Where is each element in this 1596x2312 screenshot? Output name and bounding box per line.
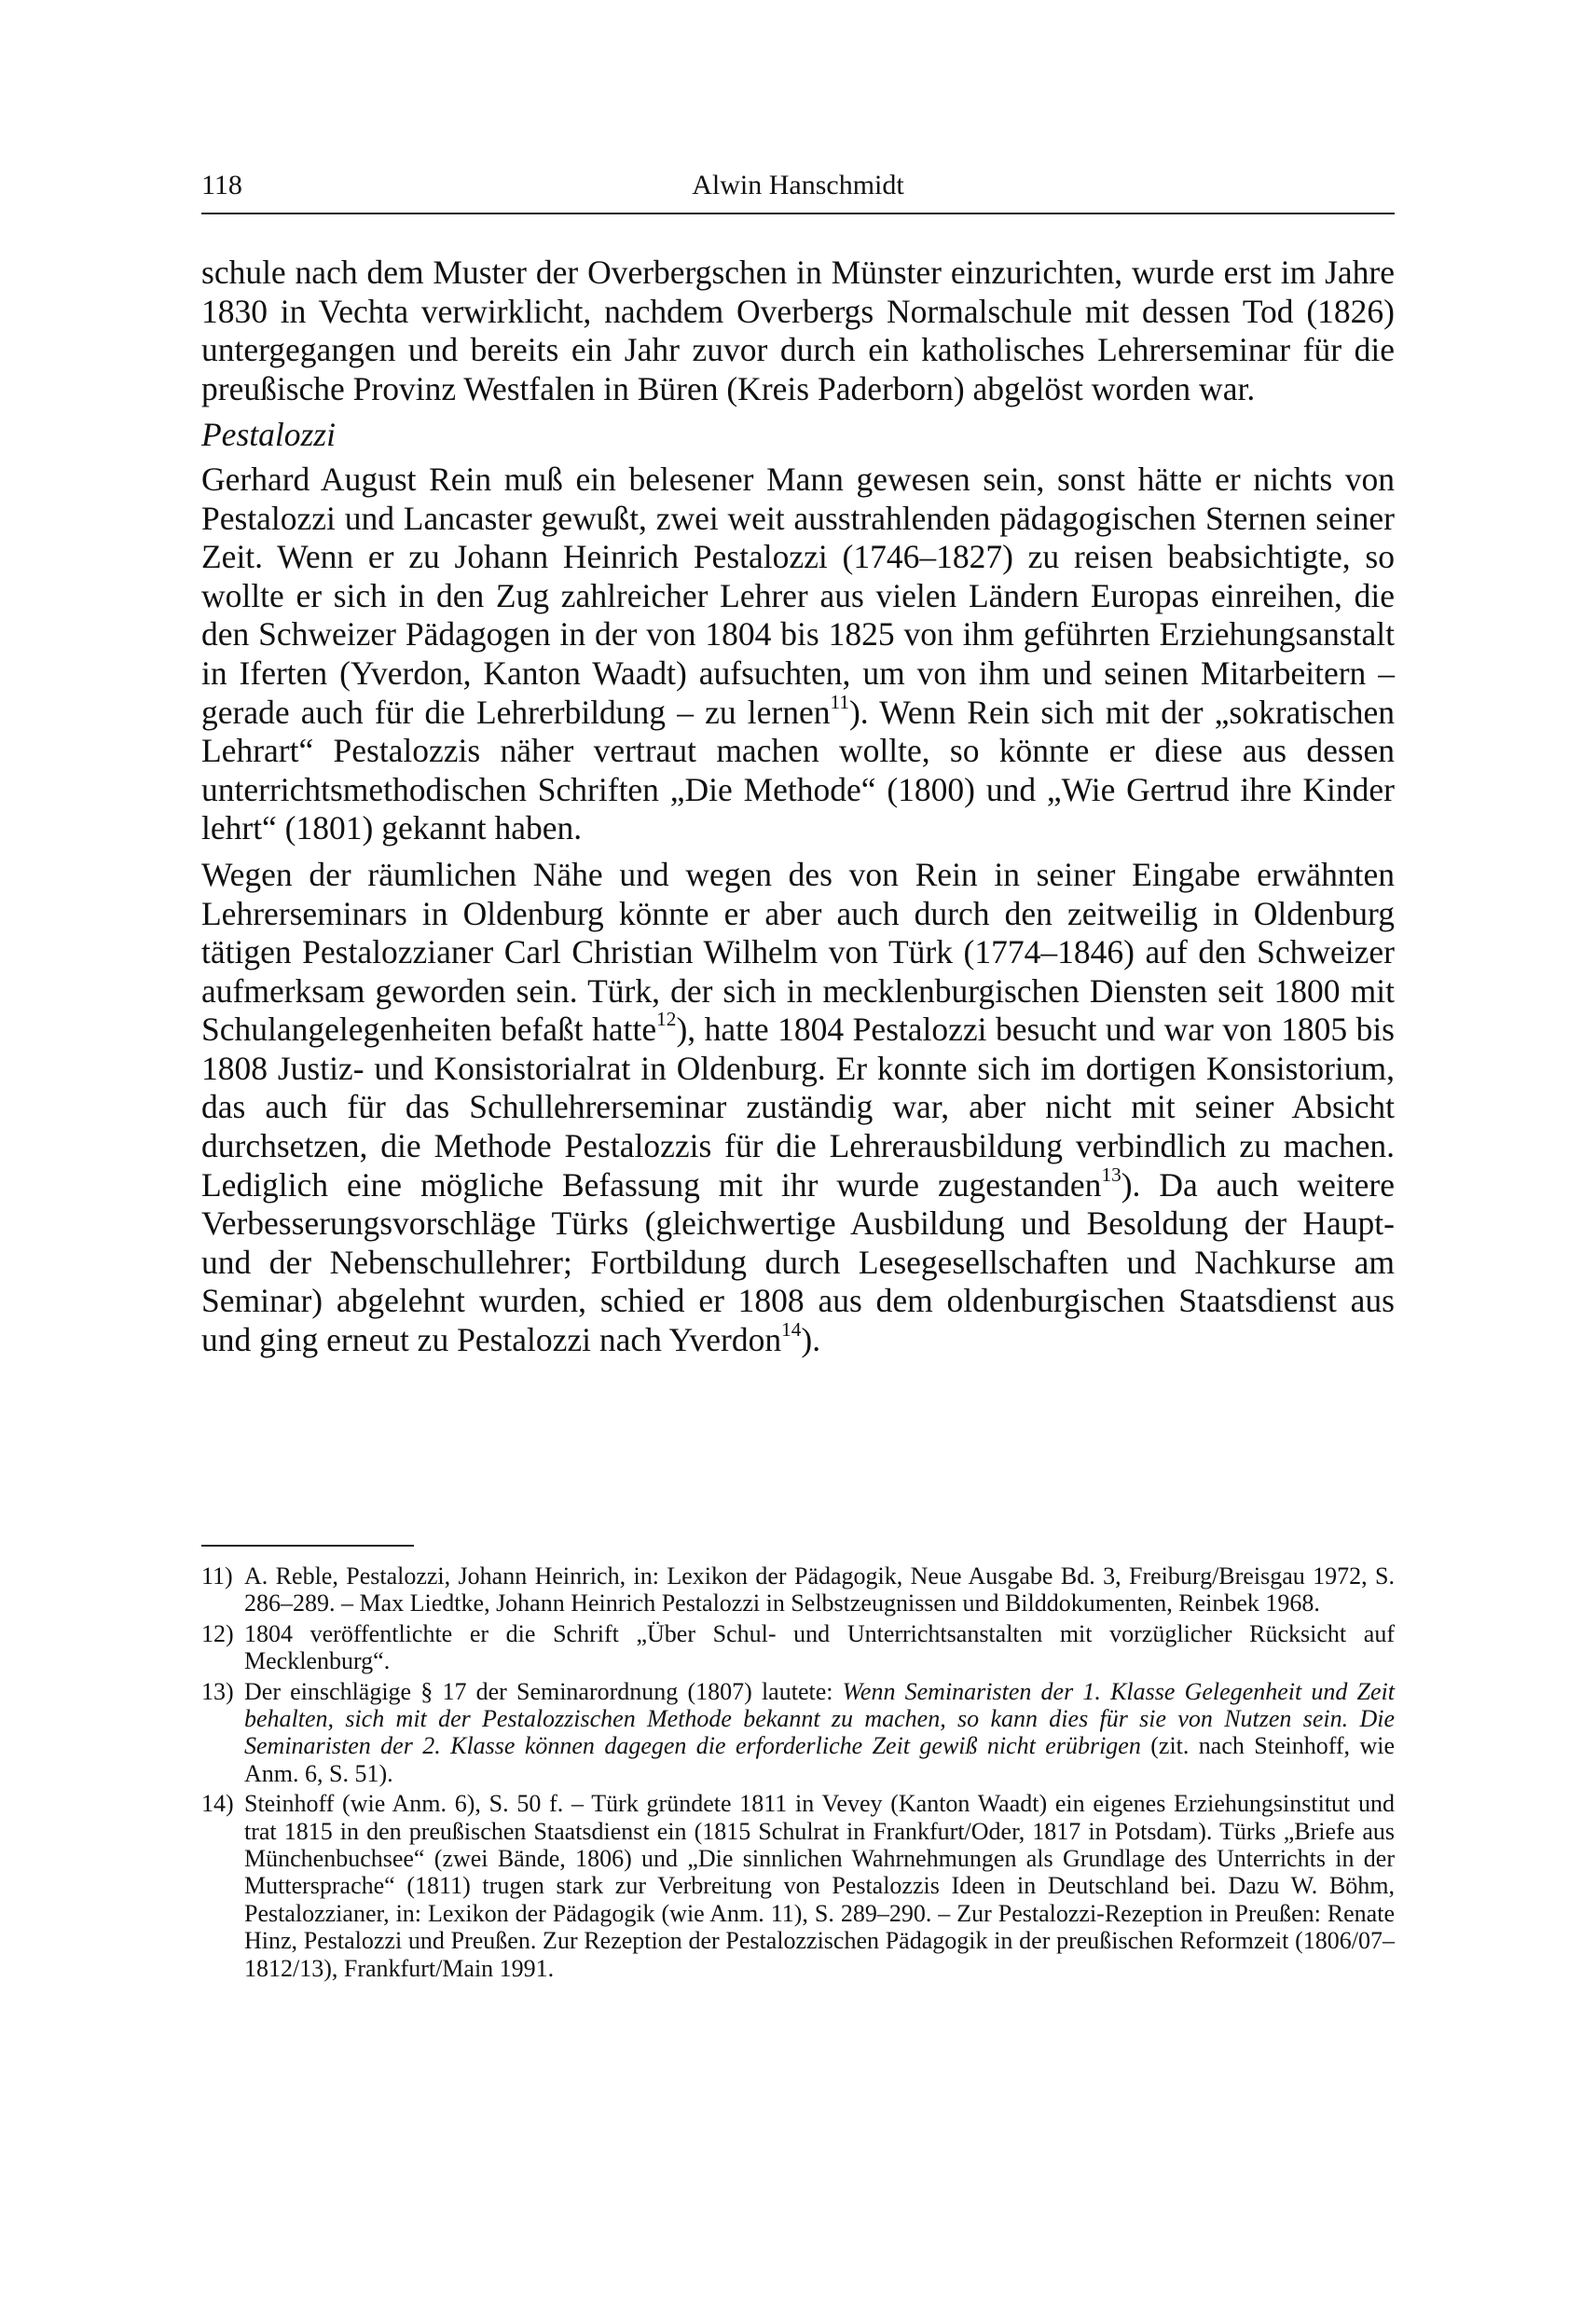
paragraph-1-text: schule nach dem Muster der Overbergschen in Münster einzurichten, wurde erst im Jahre 1830 in Vechta verwirklicht, nachdem Overbergs Normalschule mit dessen Tod (1826) untergegangen und bereits ein Jahr zuvor durch ein katholisches Lehrerseminar für die preußische Provinz Westfalen in Büren (Kreis Paderborn) abgelöst worden war. bbox=[201, 254, 1395, 407]
body-text bbox=[201, 254, 1395, 1360]
footnote-ref-14[interactable]: 14 bbox=[781, 1318, 802, 1342]
paragraph-2-text-a: Gerhard August Rein muß ein belesener Mann gewesen sein, sonst hätte er nichts von Pestalozzi und Lancaster gewußt, zwei weit ausstrahlenden pädagogischen Sternen seiner Zeit. Wenn er zu Johann Heinrich Pestalozzi (1746–1827) zu reisen beabsichtigte, so wollte er sich in den Zug zahlreicher Lehrer aus vielen Ländern Europas einreihen, die den Schweizer Pädagogen in der von 1804 bis 1825 von ihm geführten Erziehungsanstalt in Iferten (Yverdon, Kanton Waadt) aufsuchten, um von ihm und seinen Mitarbeitern – gerade auch für die Lehrerbildung – zu lernen bbox=[201, 460, 1395, 731]
paragraph-2 bbox=[201, 461, 1395, 848]
paragraph-1 bbox=[201, 254, 1395, 408]
footnote-number: 13) bbox=[201, 1677, 234, 1705]
running-head bbox=[201, 170, 1395, 214]
footnote-text: 1804 veröffentlichte er die Schrift „Über Schul- und Unterrichtsanstalten mit vorzüglicher Rücksicht auf Mecklenburg“. bbox=[244, 1619, 1395, 1675]
section-heading: Pestalozzi bbox=[201, 416, 336, 454]
footnote-number: 12) bbox=[201, 1619, 234, 1647]
paragraph-3 bbox=[201, 856, 1395, 1360]
footnote-text-a: Der einschlägige § 17 der Seminarordnung (1807) lautete: bbox=[244, 1677, 843, 1705]
page-number: 118 bbox=[201, 170, 242, 200]
footnote-text-b: (zit. nach Steinhoff, wie Anm. 6, S. 51). bbox=[244, 1732, 1395, 1787]
footnote-divider bbox=[201, 1545, 414, 1547]
footnote-12 bbox=[201, 1620, 1395, 1675]
footnotes bbox=[201, 1562, 1395, 1985]
paragraph-2-text-b: ). Wenn Rein sich mit der „sokratischen Lehrart“ Pestalozzis näher vertraut machen wollte, so könnte er diese aus dessen unterrichtsmethodischen Schriften „Die Methode“ (1800) und „Wie Gertrud ihre Kinder lehrt“ (1801) gekannt haben. bbox=[201, 693, 1395, 847]
footnote-ref-12[interactable]: 12 bbox=[656, 1008, 677, 1031]
footnote-number: 14) bbox=[201, 1790, 234, 1818]
running-title: Alwin Hanschmidt bbox=[692, 170, 904, 200]
footnote-ref-13[interactable]: 13 bbox=[1101, 1163, 1121, 1186]
footnote-text: A. Reble, Pestalozzi, Johann Heinrich, in: Lexikon der Pädagogik, Neue Ausgabe Bd. 3, Freiburg/Breisgau 1972, S. 286–289. – Max Liedtke, Johann Heinrich Pestalozzi in Selbstzeugnissen und Bilddokumenten, Reinbek 1968. bbox=[244, 1562, 1395, 1617]
footnote-11 bbox=[201, 1562, 1395, 1617]
footnote-text bbox=[244, 1678, 1395, 1788]
paragraph-3-text-c: ). Da auch weitere Verbesserungsvorschläge Türks (gleichwertige Ausbildung und Besoldung der Haupt- und der Nebenschullehrer; Fortbildung durch Lesegesellschaften und Nachkurse am Seminar) abgelehnt wurden, schied er 1808 aus dem oldenburgischen Staatsdienst aus und ging erneut zu Pestalozzi nach Yverdon bbox=[201, 1165, 1396, 1359]
footnote-14 bbox=[201, 1790, 1395, 1982]
footnote-text: Steinhoff (wie Anm. 6), S. 50 f. – Türk gründete 1811 in Vevey (Kanton Waadt) ein eigenes Erziehungsinstitut und trat 1815 in den preußischen Staatsdienst ein (1815 Schulrat in Frankfurt/Oder, 1817 in Potsdam). Türks „Briefe aus Münchenbuchsee“ (zwei Bände, 1806) und „Die sinnlichen Wahrnehmungen als Grundlage des Unterrichts in der Muttersprache“ (1811) trugen stark zur Verbreitung von Pestalozzis Ideen in Deutschland bei. Dazu W. Böhm, Pestalozzianer, in: Lexikon der Pädagogik (wie Anm. 11), S. 289–290. – Zur Pestalozzi-Rezeption in Preußen: Renate Hinz, Pestalozzi und Preußen. Zur Rezeption der Pestalozzischen Pädagogik in der preußischen Reformzeit (1806/07–1812/13), Frankfurt/Main 1991. bbox=[244, 1790, 1395, 1982]
footnote-ref-11[interactable]: 11 bbox=[830, 690, 849, 713]
footnote-quote: Wenn Seminaristen der 1. Klasse Gelegenheit und Zeit behalten, sich mit der Pestalozzischen Methode bekannt zu machen, so kann dies für sie von Nutzen sein. Die Seminaristen der 2. Klasse können dagegen die erforderliche Zeit gewiß nicht erübrigen bbox=[244, 1677, 1395, 1760]
paragraph-3-text-a: Wegen der räumlichen Nähe und wegen des von Rein in seiner Eingabe erwähnten Lehrerseminars in Oldenburg könnte er aber auch durch den zeitweilig in Oldenburg tätigen Pestalozzianer Carl Christian Wilhelm von Türk (1774–1846) auf den Schweizer aufmerksam geworden sein. Türk, der sich in mecklenburgischen Diensten seit 1800 mit Schulangelegenheiten befaßt hatte bbox=[201, 855, 1395, 1049]
footnote-number: 11) bbox=[201, 1562, 233, 1590]
footnote-13 bbox=[201, 1678, 1395, 1788]
paragraph-3-text-d: ). bbox=[801, 1321, 821, 1359]
paragraph-3-text-b: ), hatte 1804 Pestalozzi besucht und war von 1805 bis 1808 Justiz- und Konsistorialrat in Oldenburg. Er konnte sich im dortigen Konsistorium, das auch für das Schullehrerseminar zuständig war, aber nicht mit seiner Absicht durchsetzen, die Methode Pestalozzis für die Lehrerausbildung verbindlich zu machen. Lediglich eine mögliche Befassung mit ihr wurde zugestanden bbox=[201, 1011, 1395, 1204]
